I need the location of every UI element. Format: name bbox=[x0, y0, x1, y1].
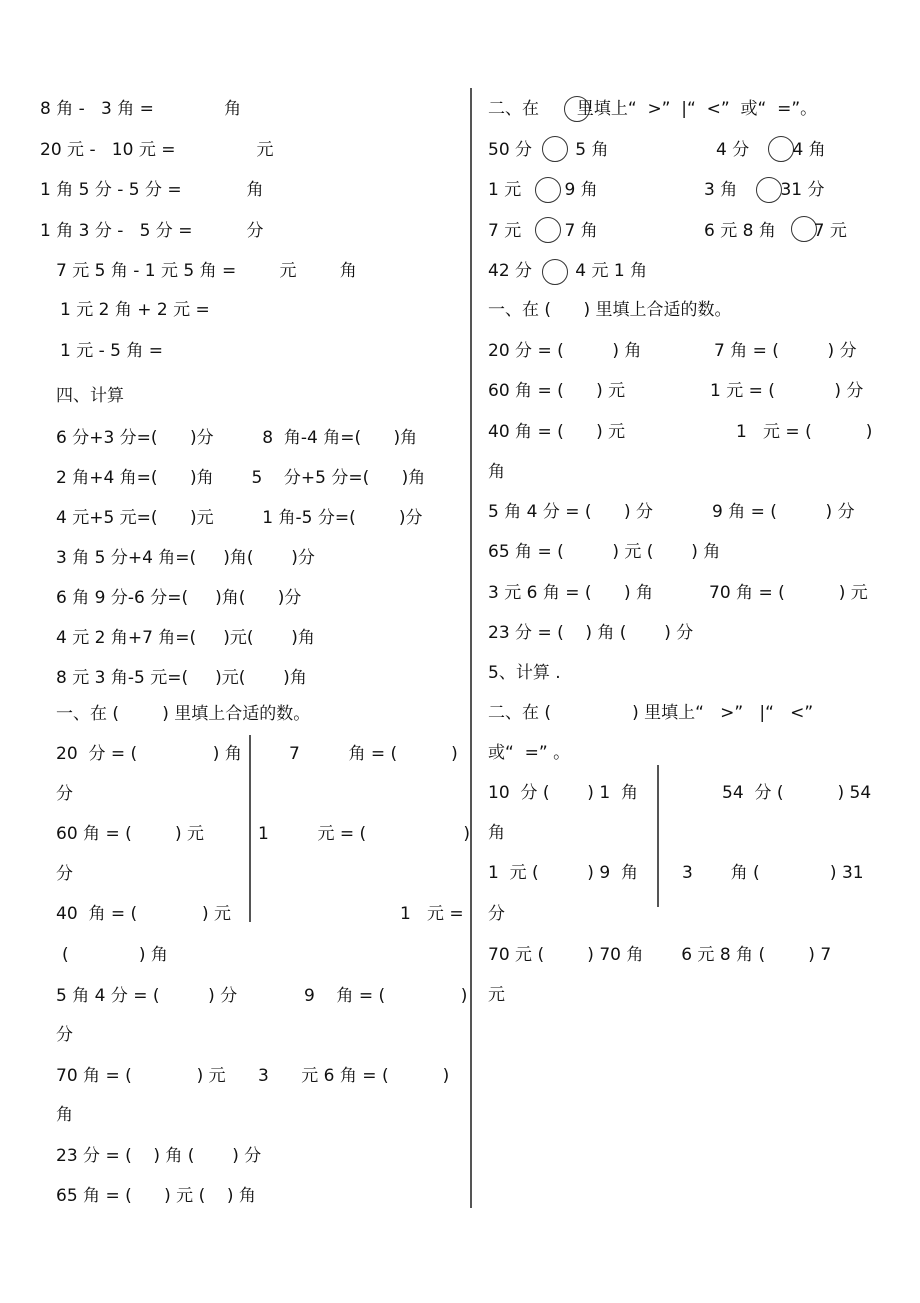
left-exercise-line: 7 角 = ( ) bbox=[289, 744, 458, 764]
column-divider bbox=[470, 88, 472, 1208]
left-exercise-line: 8 角 - 3 角 = 角 bbox=[40, 99, 242, 119]
left-exercise-line: 4 元 2 角+7 角=( )元( )角 bbox=[56, 628, 315, 648]
left-exercise-line: 5 角 4 分 = ( ) 分 bbox=[56, 986, 238, 1006]
right-exercise-line: 一、在 ( ) 里填上合适的数。 bbox=[488, 300, 732, 320]
left-exercise-line: 20 元 - 10 元 = 元 bbox=[40, 140, 274, 160]
right-exercise-line: 60 角 = ( ) 元 bbox=[488, 381, 626, 401]
left-exercise-line: 40 角 = ( ) 元 bbox=[56, 904, 232, 924]
left-exercise-line: 60 角 = ( ) 元 bbox=[56, 824, 204, 844]
right-exercise-line: 二、在 ( ) 里填上“ >” |“ <” bbox=[488, 703, 814, 723]
left-exercise-line: 6 分+3 分=( )分 8 角-4 角=( )角 bbox=[56, 428, 418, 448]
right-exercise-line: 10 分 ( ) 1 角 bbox=[488, 783, 638, 803]
right-exercise-line: 70 元 ( ) 70 角 6 元 8 角 ( ) 7 bbox=[488, 945, 832, 965]
left-exercise-line: 8 元 3 角-5 元=( )元( )角 bbox=[56, 668, 307, 688]
right-exercise-line: 3 元 6 角 = ( ) 角 bbox=[488, 583, 653, 603]
right-exercise-line: 或“ =” 。 bbox=[488, 743, 571, 763]
right-exercise-line: 40 角 = ( ) 元 bbox=[488, 422, 626, 442]
left-exercise-line: 一、在 ( ) 里填上合适的数。 bbox=[56, 704, 311, 724]
right-exercise-line: 20 分 = ( ) 角 bbox=[488, 341, 642, 361]
right-exercise-line: 7 角 = ( ) 分 bbox=[714, 341, 857, 361]
left-exercise-line: 70 角 = ( ) 元 3 元 6 角 = ( ) bbox=[56, 1066, 450, 1086]
right-exercise-line: 50 分 5 角 bbox=[488, 140, 609, 160]
right-exercise-line: 6 元 8 角 7 元 bbox=[704, 221, 847, 241]
right-exercise-line: 5、计算 . bbox=[488, 663, 561, 683]
right-exercise-line: 5 角 4 分 = ( ) 分 bbox=[488, 502, 653, 522]
right-exercise-line: 1 元 ( ) 9 角 bbox=[488, 863, 638, 883]
left-exercise-line: 4 元+5 元=( )元 1 角-5 分=( )分 bbox=[56, 508, 423, 528]
left-exercise-line: 2 角+4 角=( )角 5 分+5 分=( )角 bbox=[56, 468, 426, 488]
left-exercise-line: ( ) 角 bbox=[62, 945, 168, 965]
left-exercise-line: 9 角 = ( ) bbox=[304, 986, 468, 1006]
left-exercise-line: 20 分 = ( ) 角 bbox=[56, 744, 242, 764]
left-exercise-line: 四、计算 bbox=[56, 386, 124, 406]
left-exercise-line: 1 元 - 5 角 = bbox=[60, 341, 164, 361]
right-exercise-line: 23 分 = ( ) 角 ( ) 分 bbox=[488, 623, 694, 643]
left-exercise-line: 6 角 9 分-6 分=( )角( )分 bbox=[56, 588, 302, 608]
left-exercise-line: 1 元 = ( ) bbox=[258, 824, 471, 844]
right-exercise-line: 角 bbox=[488, 823, 505, 843]
left-exercise-line: 分 bbox=[56, 784, 73, 804]
right-exercise-line: 9 角 = ( ) 分 bbox=[712, 502, 855, 522]
left-exercise-line: 1 元 = bbox=[400, 904, 464, 924]
right-exercise-line: 1 元 = ( ) bbox=[736, 422, 873, 442]
left-exercise-line: 分 bbox=[56, 864, 73, 884]
right-exercise-line: 7 元 7 角 bbox=[488, 221, 598, 241]
right-exercise-line: 4 分 4 角 bbox=[716, 140, 826, 160]
right-exercise-line: 元 bbox=[488, 985, 505, 1005]
right-exercise-line: 3 角 31 分 bbox=[704, 180, 825, 200]
right-exercise-line: 70 角 = ( ) 元 bbox=[709, 583, 868, 603]
right-exercise-line: 1 元 9 角 bbox=[488, 180, 598, 200]
right-exercise-line: 65 角 = ( ) 元 ( ) 角 bbox=[488, 542, 721, 562]
left-exercise-line: 1 元 2 角 + 2 元 = bbox=[60, 300, 210, 320]
right-exercise-line: 42 分 4 元 1 角 bbox=[488, 261, 648, 281]
right-exercise-line: 3 角 ( ) 31 bbox=[682, 863, 864, 883]
left-exercise-line: 65 角 = ( ) 元 ( ) 角 bbox=[56, 1186, 256, 1206]
left-exercise-line: 7 元 5 角 - 1 元 5 角 = 元 角 bbox=[56, 261, 357, 281]
left-exercise-line: 1 角 5 分 - 5 分 = 角 bbox=[40, 180, 264, 200]
section-divider-right bbox=[657, 765, 659, 907]
left-exercise-line: 角 bbox=[56, 1105, 73, 1125]
right-exercise-line: 二、在 里填上“ >” |“ <” 或“ =”。 bbox=[488, 99, 818, 119]
section-divider-left bbox=[249, 735, 251, 922]
right-exercise-line: 1 元 = ( ) 分 bbox=[710, 381, 864, 401]
left-exercise-line: 分 bbox=[56, 1025, 73, 1045]
left-exercise-line: 1 角 3 分 - 5 分 = 分 bbox=[40, 221, 264, 241]
right-exercise-line: 54 分 ( ) 54 bbox=[722, 783, 872, 803]
left-exercise-line: 23 分 = ( ) 角 ( ) 分 bbox=[56, 1146, 262, 1166]
left-exercise-line: 3 角 5 分+4 角=( )角( )分 bbox=[56, 548, 315, 568]
right-exercise-line: 分 bbox=[488, 904, 505, 924]
right-exercise-line: 角 bbox=[488, 462, 505, 482]
